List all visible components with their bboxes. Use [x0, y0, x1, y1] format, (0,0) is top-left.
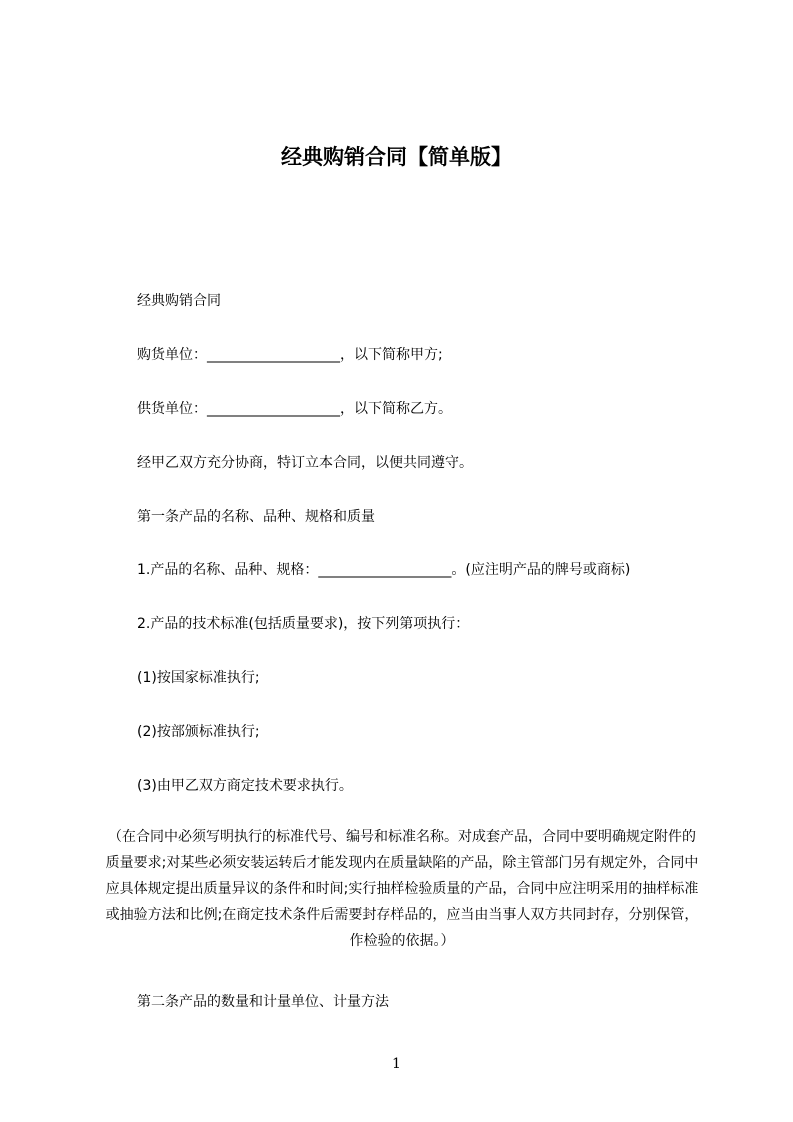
agreement-line: 经甲乙双方充分协商，特订立本合同，以便共同遵守。	[137, 455, 473, 471]
tech-standard-line: 2.产品的技术标准(包括质量要求)，按下列第项执行：	[137, 616, 470, 632]
supplier-line: 供货单位：___________________，以下简称乙方。	[137, 401, 452, 417]
option-3: (3)由甲乙双方商定技术要求执行。	[137, 778, 353, 794]
document-title: 经典购销合同【简单版】	[281, 145, 512, 169]
contract-name: 经典购销合同	[137, 293, 221, 309]
option-2: (2)按部颁标准执行;	[137, 724, 260, 740]
article-1-heading: 第一条产品的名称、品种、规格和质量	[137, 509, 375, 525]
article-2-heading: 第二条产品的数量和计量单位、计量方法	[137, 994, 389, 1010]
standards-note: （在合同中必须写明执行的标准代号、编号和标准名称。对成套产品，合同中要明确规定附件的质量要求;对某些必须安装运转后才能发现内在质量缺陷的产品，除主管部门另有规定外，合同中应具体规定提出质量异议的条件和时间;实行抽样检验质量的产品，合同中应注明采用的抽样标准或抽验方法和比例;在商定技术条件后需要封存样品的，应当由当事人双方共同封存，分别保管，作检验的依据。）	[105, 829, 699, 949]
product-spec-line: 1.产品的名称、品种、规格：___________________。(应注明产品的牌号或商标)	[137, 562, 631, 578]
option-1: (1)按国家标准执行;	[137, 670, 260, 686]
page-number: 1	[392, 1056, 401, 1072]
buyer-line: 购货单位：___________________，以下简称甲方;	[137, 347, 443, 363]
